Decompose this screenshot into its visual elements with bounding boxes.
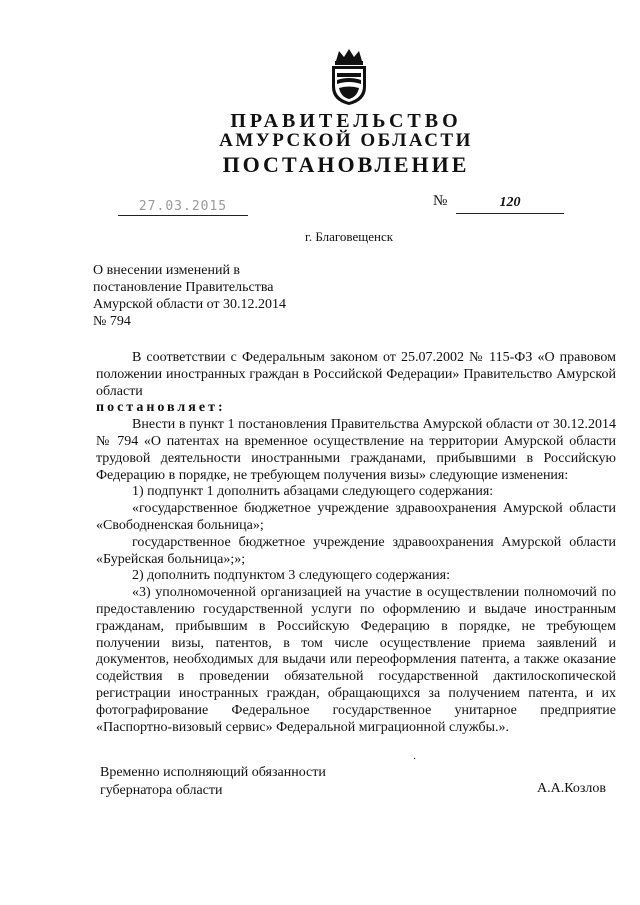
coat-of-arms-icon xyxy=(327,47,371,107)
document-subject xyxy=(93,262,313,330)
document-number: 120 xyxy=(456,196,564,214)
amendment-item-1: 1) подпункт 1 дополнить абзацами следующего содержания: xyxy=(132,484,494,500)
signatory-name: А.А.Козлов xyxy=(537,781,606,796)
subject-line: № 794 xyxy=(93,314,131,329)
number-sign: № xyxy=(433,193,448,209)
government-title: ПРАВИТЕЛЬСТВО xyxy=(230,110,462,132)
pen-mark: · xyxy=(413,754,417,765)
signatory-position xyxy=(100,764,400,800)
city-name: г. Благовещенск xyxy=(305,229,394,244)
amendment-item-1-paragraph: государственное бюджетное учреждение здравоохранения Амурской области «Бурейская больница»;»; xyxy=(96,534,616,567)
document-type-title: ПОСТАНОВЛЕНИЕ xyxy=(222,152,470,177)
preamble-paragraph: В соответствии с Федеральным законом от 25.07.2002 № 115-ФЗ «О правовом положении иностранных граждан в Российской Федерации» Правительство Амурской области xyxy=(96,350,616,399)
document-date: 27.03.2015 xyxy=(118,197,248,216)
intro-paragraph: Внести в пункт 1 постановления Правительства Амурской области от 30.12.2014 № 794 «О патентах на временное осуществление на территории Амурской области трудовой деятельности иностранными гражданами, прибывшими в Российскую Федерацию в порядке, не требующем получения визы» следующие изменения: xyxy=(96,417,616,483)
subject-line: постановление Правительства xyxy=(93,280,274,295)
signatory-position-line: Временно исполняющий обязанности xyxy=(100,765,326,780)
amendment-item-2: 2) дополнить подпунктом 3 следующего содержания: xyxy=(132,568,450,584)
document-body xyxy=(96,350,616,736)
subject-line: О внесении изменений в xyxy=(93,263,241,278)
amendment-item-1-paragraph: «государственное бюджетное учреждение здравоохранения Амурской области «Свободненская больница»; xyxy=(96,501,616,533)
signatory-position-line: губернатора области xyxy=(100,783,223,798)
subject-line: Амурской области от 30.12.2014 xyxy=(93,297,286,312)
resolves-heading: постановляет: xyxy=(96,400,226,416)
region-title: АМУРСКОЙ ОБЛАСТИ xyxy=(219,130,473,151)
amendment-item-2-paragraph: «3) уполномоченной организацией на участие в осуществлении полномочий по предоставлению государственной услуги по оформлению и выдаче иностранным гражданам, прибывшим в Российскую Федерацию в порядке, не требующем получении визы, патентов, в том числе осуществление приема заявлений и документов, необходимых для выдачи или переоформления патента, а также оказание содействия в проведении обязательной государственной дактилоскопической регистрации иностранных граждан, обращающихся за получением патента, и их фотографирование Федеральное государственное унитарное предприятие «Паспортно-визовый сервис» Федеральной миграционной службы.». xyxy=(96,585,616,735)
